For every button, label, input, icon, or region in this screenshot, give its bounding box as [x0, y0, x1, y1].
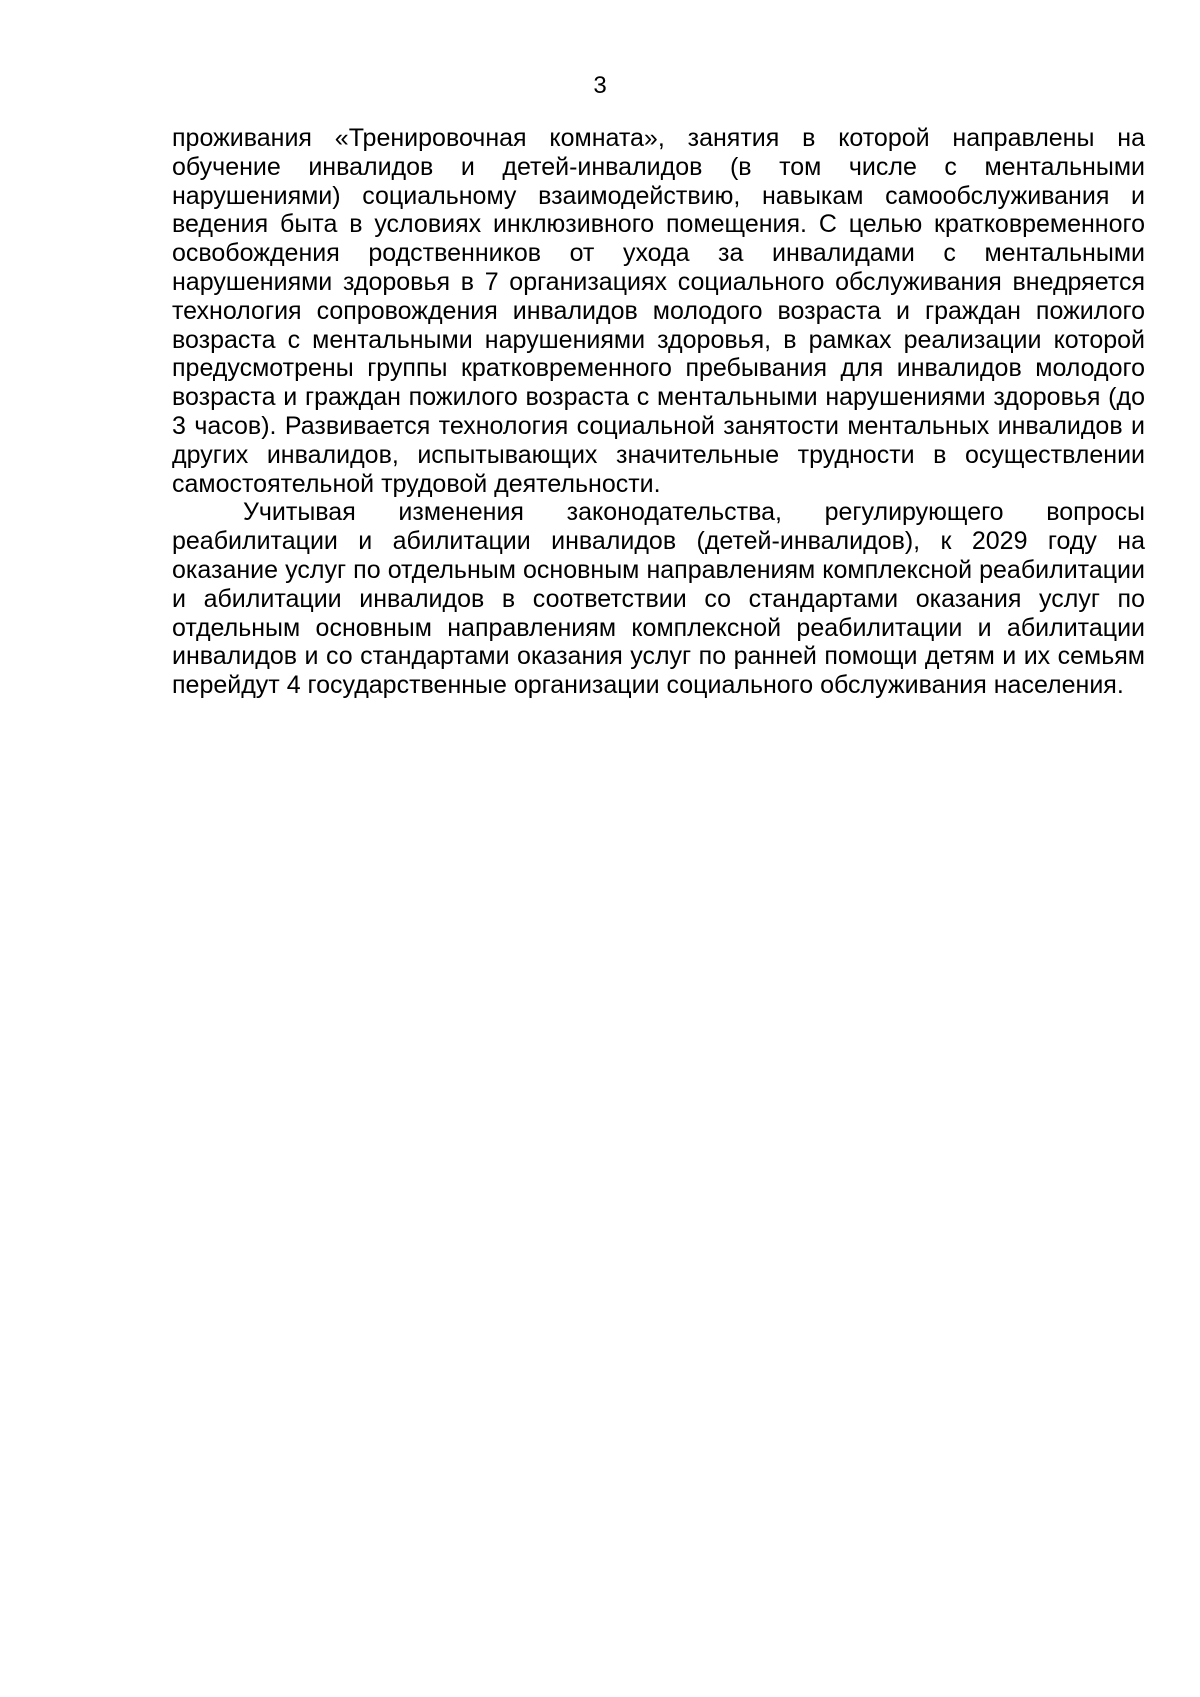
page-number: 3: [593, 72, 607, 99]
paragraph: Учитывая изменения законодательства, регулирующего вопросы реабилитации и абилитации инвалидов (детей-инвалидов), к 2029 году на оказание услуг по отдельным основным направлениям комплексной реабилитации и абилитации инвалидов в соответствии со стандартами оказания услуг по отдельным основным направлениям комплексной реабилитации и абилитации инвалидов и со стандартами оказания услуг по ранней помощи детям и их семьям перейдут 4 государственные организации социального обслуживания населения.: [172, 498, 1145, 700]
paragraph-continued: проживания «Тренировочная комната», занятия в которой направлены на обучение инвалидов и детей-инвалидов (в том числе с ментальными нарушениями) социальному взаимодействию, навыкам самообслуживания и ведения быта в условиях инклюзивного помещения. С целью кратковременного освобождения родственников от ухода за инвалидами с ментальными нарушениями здоровья в 7 организациях социального обслуживания внедряется технология сопровождения инвалидов молодого возраста и граждан пожилого возраста с ментальными нарушениями здоровья, в рамках реализации которой предусмотрены группы кратковременного пребывания для инвалидов молодого возраста и граждан пожилого возраста с ментальными нарушениями здоровья (до 3 часов). Развивается технология социальной занятости ментальных инвалидов и других инвалидов, испытывающих значительные трудности в осуществлении самостоятельной трудовой деятельности.: [172, 124, 1145, 498]
document-body: [172, 124, 1145, 700]
